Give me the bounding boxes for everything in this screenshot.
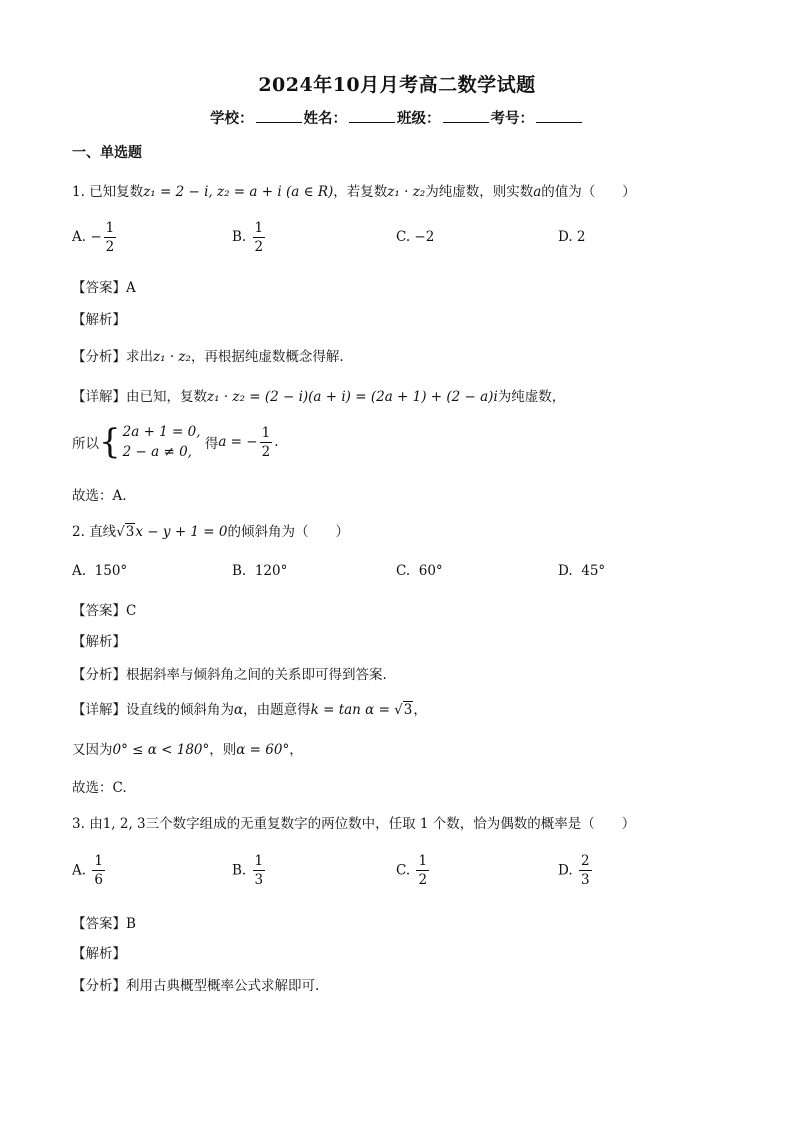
school-label: 学校： xyxy=(210,110,254,127)
q1-number: 1. xyxy=(72,184,85,200)
q1-system xyxy=(72,422,279,462)
q2-pre: 直线 xyxy=(89,524,117,540)
q3-post: 三个数字组成的无重复数字的两位数中，任取 1 个数，恰为偶数的概率是（ ） xyxy=(145,816,636,832)
q1-var: a xyxy=(533,184,542,200)
fenxi-tag: 【分析】 xyxy=(72,349,126,365)
q3-option-a xyxy=(72,853,107,888)
q1-de-math: a = − xyxy=(218,434,258,450)
q3-option-c-label: C. xyxy=(396,862,411,879)
q3-answer-value: B xyxy=(126,916,136,932)
q1-product: z₁ · z₂ xyxy=(387,184,426,200)
q1-xj-math: z₁ · z₂ = (2 − i)(a + i) = (2a + 1) + (2 − a)i xyxy=(207,389,498,405)
q2-xj-b: ，由题意得 xyxy=(243,702,311,718)
q1-option-a-denominator: 2 xyxy=(105,239,115,255)
q2-option-b xyxy=(232,563,287,579)
q2-fenxi-text: 根据斜率与倾斜角之间的关系即可得到答案. xyxy=(126,667,387,683)
q2-option-d xyxy=(558,563,605,579)
q1-sys-eq1: 2a + 1 = 0, xyxy=(122,424,201,440)
fenxi-tag: 【分析】 xyxy=(72,978,126,994)
q1-system-eqs xyxy=(123,422,201,462)
page-title: 2024年10月月考高二数学试题 xyxy=(258,74,536,96)
q2-you xyxy=(72,738,303,758)
student-info-line xyxy=(0,107,794,128)
q2-xj-sqrt-radicand: 3 xyxy=(403,702,413,718)
q2-option-d-value: 45° xyxy=(581,563,606,579)
q3-digits: 1, 2, 3 xyxy=(102,816,146,832)
name-label: 姓名： xyxy=(303,110,347,127)
q3-option-b xyxy=(232,853,267,888)
q3-option-c-fraction xyxy=(416,853,429,888)
left-brace-icon: { xyxy=(99,422,121,462)
q1-answer xyxy=(72,276,136,296)
q3-option-d-denominator: 3 xyxy=(580,872,590,888)
fenxi-tag: 【分析】 xyxy=(72,667,126,683)
q3-option-b-denominator: 3 xyxy=(254,872,264,888)
q1-de: 得 xyxy=(204,436,219,452)
q2-choose: 故选：C. xyxy=(72,780,127,796)
q1-xj-a: 由已知，复数 xyxy=(126,389,207,405)
q3-option-a-denominator: 6 xyxy=(94,872,103,888)
q1-answer-value: A xyxy=(126,280,136,296)
q3-option-d-numerator: 2 xyxy=(580,853,590,869)
q2-xj-end: ， xyxy=(413,702,427,718)
q1-option-a-numerator: 1 xyxy=(105,220,115,236)
q2-option-c-label: C. xyxy=(396,563,411,579)
class-blank xyxy=(443,110,489,123)
q1-de-fraction xyxy=(260,425,273,460)
q3-analysis-tag: 【解析】 xyxy=(72,946,126,962)
q3-option-c-denominator: 2 xyxy=(418,872,428,888)
q2-answer-value: C xyxy=(126,603,137,619)
q2-stem xyxy=(72,520,349,540)
q1-pre: 已知复数 xyxy=(89,184,144,200)
q2-xj-a: 设直线的倾斜角为 xyxy=(126,702,234,718)
q2-xj-math: k = tan α = xyxy=(310,702,395,718)
q1-de-denominator: 2 xyxy=(261,443,271,460)
q3-option-b-fraction xyxy=(253,853,266,888)
q3-number: 3. xyxy=(72,816,85,832)
q3-pre: 由 xyxy=(89,816,103,832)
q2-option-b-value: 120° xyxy=(254,563,288,579)
q1-fenxi-b: ，再根据纯虚数概念得解. xyxy=(190,349,344,365)
xiangjie-tag: 【详解】 xyxy=(72,702,126,718)
q1-fenxi-math: z₁ · z₂ xyxy=(153,349,191,365)
q1-de-numerator: 1 xyxy=(261,424,271,441)
school-blank xyxy=(256,110,302,123)
answer-tag: 【答案】 xyxy=(72,603,126,619)
q1-option-d: D. 2 xyxy=(558,229,586,245)
q1-sys-eq2: 2 − a ≠ 0, xyxy=(122,444,192,460)
q1-option-b-numerator: 1 xyxy=(254,220,264,236)
q1-de-end: . xyxy=(274,434,279,450)
q3-option-a-fraction xyxy=(92,853,105,888)
q1-xj-b: 为纯虚数， xyxy=(497,389,566,405)
q1-mid: ，若复数 xyxy=(333,184,388,200)
q3-option-c-numerator: 1 xyxy=(418,853,428,869)
q1-choose: 故选：A. xyxy=(72,488,127,504)
q2-sqrt-radicand: 3 xyxy=(125,524,135,540)
q2-option-a xyxy=(72,563,127,579)
q2-option-a-label: A. xyxy=(72,563,87,579)
q1-end: 的值为（ ） xyxy=(541,184,636,200)
name-blank xyxy=(349,110,395,123)
q2-analysis-tag: 【解析】 xyxy=(72,634,126,650)
q3-fenxi-text: 利用古典概型概率公式求解即可. xyxy=(126,978,320,994)
q3-option-c xyxy=(396,853,431,888)
q2-xiangjie xyxy=(72,698,427,718)
q1-post: 为纯虚数，则实数 xyxy=(425,184,534,200)
q2-option-d-label: D. xyxy=(558,563,573,579)
q3-option-a-numerator: 1 xyxy=(94,853,103,869)
q2-equation: x − y + 1 = 0 xyxy=(135,524,228,540)
xiangjie-tag: 【详解】 xyxy=(72,389,126,405)
q1-xiangjie xyxy=(72,385,565,405)
answer-tag: 【答案】 xyxy=(72,916,126,932)
q2-you-a: 又因为 xyxy=(72,742,113,758)
q1-option-b-fraction xyxy=(253,220,266,255)
q1-option-c: C. −2 xyxy=(396,229,435,245)
q2-sqrt: √3 xyxy=(116,524,135,540)
q1-option-b-label: B. xyxy=(232,229,247,245)
q2-you-math: 0° ≤ α < 180° xyxy=(112,742,210,758)
q1-option-a-sign: − xyxy=(90,229,102,245)
q2-number: 2. xyxy=(72,524,85,540)
q1-suoyi: 所以 xyxy=(72,436,99,452)
q1-option-a-label: A. xyxy=(72,229,87,245)
exam-no-label: 考号： xyxy=(490,110,534,127)
q2-you-end: ， xyxy=(289,742,303,758)
q2-answer xyxy=(72,599,136,619)
q1-stem xyxy=(72,180,636,200)
q1-fenxi xyxy=(72,345,344,365)
q2-you-b: ，则 xyxy=(209,742,237,758)
q2-option-c-value: 60° xyxy=(418,563,443,579)
q3-option-b-label: B. xyxy=(232,862,247,879)
q3-option-d-fraction xyxy=(579,853,592,888)
q2-xj-sqrt: √3 xyxy=(394,702,413,718)
exam-no-blank xyxy=(536,110,582,123)
q2-fenxi xyxy=(72,663,387,683)
q2-option-c xyxy=(396,563,443,579)
q3-option-a-label: A. xyxy=(72,862,87,879)
q2-option-b-label: B. xyxy=(232,563,247,579)
q1-option-b-denominator: 2 xyxy=(254,239,264,255)
q1-option-a-fraction xyxy=(104,220,117,255)
q3-option-d-label: D. xyxy=(558,862,573,879)
section-heading: 一、单选题 xyxy=(72,145,142,161)
q3-option-d xyxy=(558,853,594,888)
q2-xj-var: α xyxy=(234,702,244,718)
q2-you-math2: α = 60° xyxy=(236,742,290,758)
q1-option-b xyxy=(232,220,267,255)
q3-fenxi xyxy=(72,974,319,994)
q1-condition: z₁ = 2 − i, z₂ = a + i (a ∈ R) xyxy=(143,184,334,200)
q1-option-a xyxy=(72,220,118,255)
answer-tag: 【答案】 xyxy=(72,280,126,296)
q1-analysis-tag: 【解析】 xyxy=(72,312,126,328)
class-label: 班级： xyxy=(397,110,441,127)
q3-answer xyxy=(72,912,136,932)
q2-post: 的倾斜角为（ ） xyxy=(227,524,349,540)
q1-fenxi-a: 求出 xyxy=(126,349,153,365)
q3-stem xyxy=(72,812,635,832)
q3-option-b-numerator: 1 xyxy=(254,853,264,869)
q2-option-a-value: 150° xyxy=(94,563,128,579)
